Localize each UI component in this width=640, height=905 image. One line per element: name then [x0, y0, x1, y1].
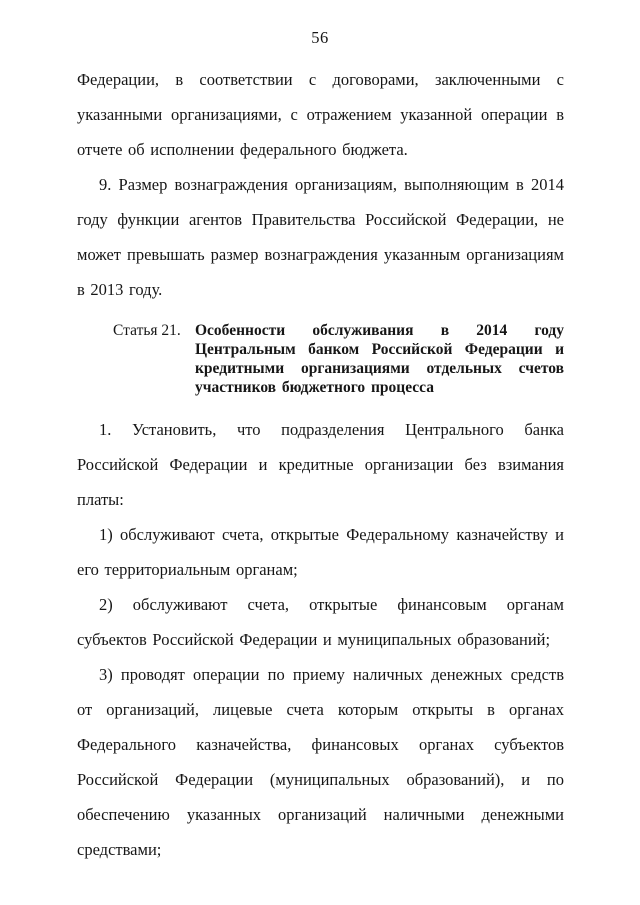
- paragraph-point-1: 1. Установить, что подразделения Центрального банка Российской Федерации и кредитные организации без взимания платы:: [77, 420, 564, 509]
- article-label: Статья 21.: [113, 322, 181, 339]
- article-title: Особенности обслуживания в 2014 году Центральным банком Российской Федерации и кредитными организациями отдельных счетов участников бюджетного процесса: [195, 322, 564, 396]
- article-heading: [113, 321, 564, 397]
- paragraph-subitem-1: 1) обслуживают счета, открытые Федеральному казначейству и его территориальным органам;: [77, 525, 564, 579]
- page-number: 56: [311, 28, 329, 47]
- paragraph-continuation: Федерации, в соответствии с договорами, заключенными с указанными организациями, с отражением указанной операции в отчете об исполнении федерального бюджета.: [77, 70, 564, 159]
- document-content: [77, 62, 564, 867]
- paragraph-item-9: 9. Размер вознаграждения организациям, выполняющим в 2014 году функции агентов Правительства Российской Федерации, не может превышать размер вознаграждения указанным организациям в 2013 году.: [77, 175, 564, 299]
- paragraph-subitem-2: 2) обслуживают счета, открытые финансовым органам субъектов Российской Федерации и муниципальных образований;: [77, 595, 564, 649]
- paragraph-subitem-3: 3) проводят операции по приему наличных денежных средств от организаций, лицевые счета которым открыты в органах Федерального казначейства, финансовых органах субъектов Российской Федерации (муниципальных образований), и по обеспечению указанных организаций наличными денежными средствами;: [77, 665, 564, 859]
